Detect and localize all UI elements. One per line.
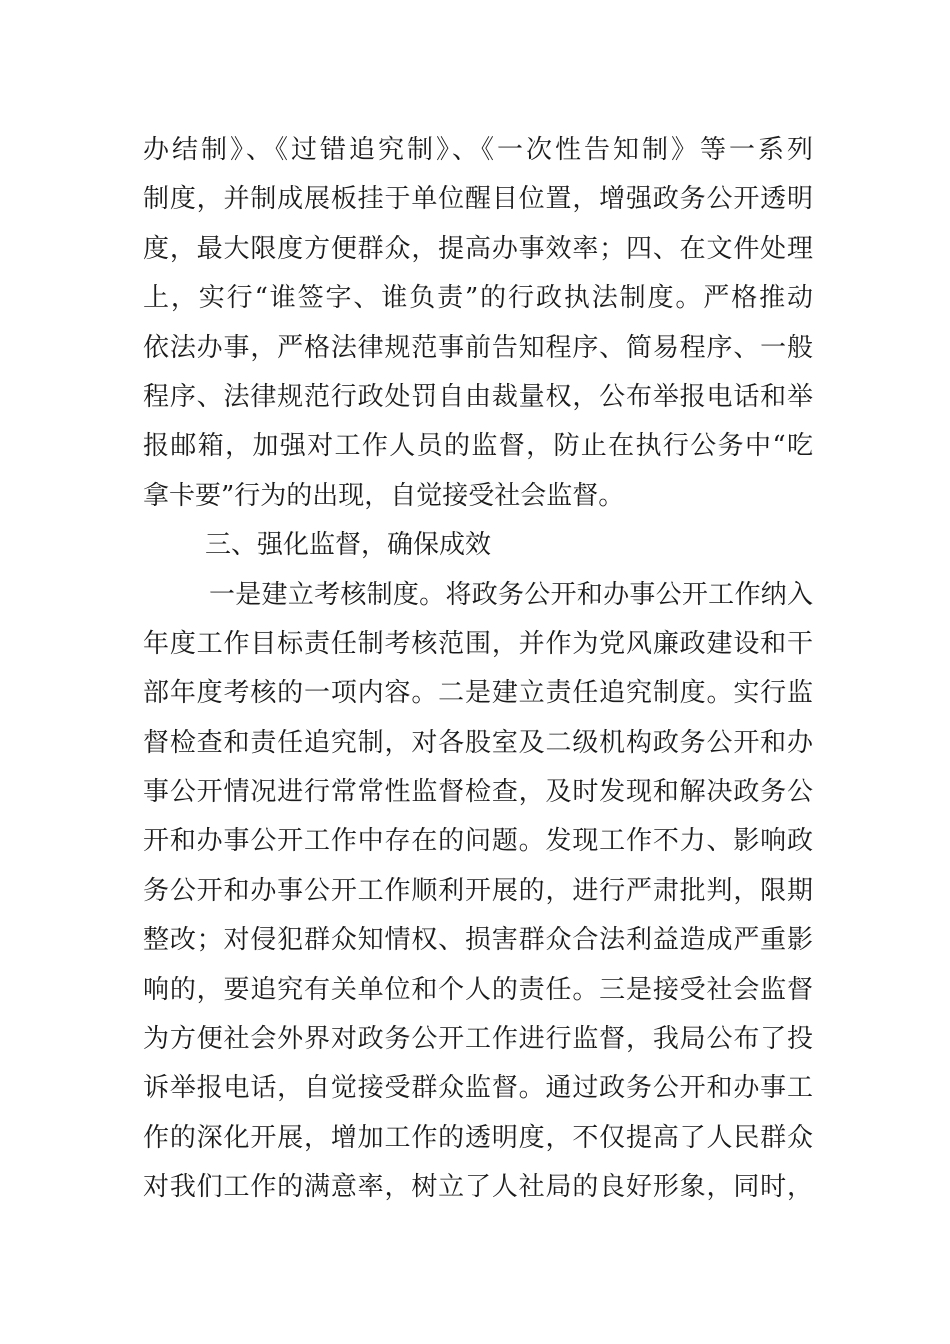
paragraph-2-line-4: 督检查和责任追究制，对各股室及二级机构政务公开和办 [143, 727, 813, 758]
document-body [143, 126, 813, 1213]
paragraph-2-line-3: 部年度考核的一项内容。二是建立责任追究制度。实行监 [143, 678, 813, 709]
paragraph-2-line-9: 响的，要追究有关单位和个人的责任。三是接受社会监督 [143, 974, 813, 1005]
paragraph-2-line-7: 务公开和办事公开工作顺利开展的，进行严肃批判，限期 [143, 875, 813, 906]
paragraph-2-line-6: 开和办事公开工作中存在的问题。发现工作不力、影响政 [143, 826, 813, 857]
paragraph-2-line-2: 年度工作目标责任制考核范围，并作为党风廉政建设和干 [143, 628, 813, 659]
section-heading: 三、强化监督，确保成效 [205, 530, 492, 561]
paragraph-2-line-13: 对我们工作的满意率，树立了人社局的良好形象，同时， [143, 1172, 813, 1203]
paragraph-1-line-3: 度，最大限度方便群众，提高办事效率；四、在文件处理 [143, 233, 813, 264]
paragraph-1-line-6: 程序、法律规范行政处罚自由裁量权，公布举报电话和举 [143, 381, 813, 412]
paragraph-2-line-12: 作的深化开展，增加工作的透明度，不仅提高了人民群众 [143, 1122, 813, 1153]
paragraph-2-line-8: 整改；对侵犯群众知情权、损害群众合法利益造成严重影 [143, 925, 813, 956]
paragraph-1-line-4: 上，实行“谁签字、谁负责”的行政执法制度。严格推动 [143, 283, 813, 314]
paragraph-1-line-2: 制度，并制成展板挂于单位醒目位置，增强政务公开透明 [143, 184, 813, 215]
paragraph-2-line-11: 诉举报电话，自觉接受群众监督。通过政务公开和办事工 [143, 1073, 813, 1104]
paragraph-1-line-8: 拿卡要”行为的出现，自觉接受社会监督。 [143, 480, 625, 511]
paragraph-1-line-5: 依法办事，严格法律规范事前告知程序、简易程序、一般 [143, 332, 813, 363]
paragraph-2-line-5: 事公开情况进行常常性监督检查，及时发现和解决政务公 [143, 777, 813, 808]
paragraph-1-line-7: 报邮箱，加强对工作人员的监督，防止在执行公务中“吃 [143, 431, 813, 462]
paragraph-1-line-1: 办结制》、《过错追究制》、《一次性告知制》等一系列 [143, 135, 813, 165]
paragraph-2-line-10: 为方便社会外界对政务公开工作进行监督，我局公布了投 [143, 1024, 813, 1055]
paragraph-2-line-1: 一是建立考核制度。将政务公开和办事公开工作纳入 [209, 579, 813, 610]
